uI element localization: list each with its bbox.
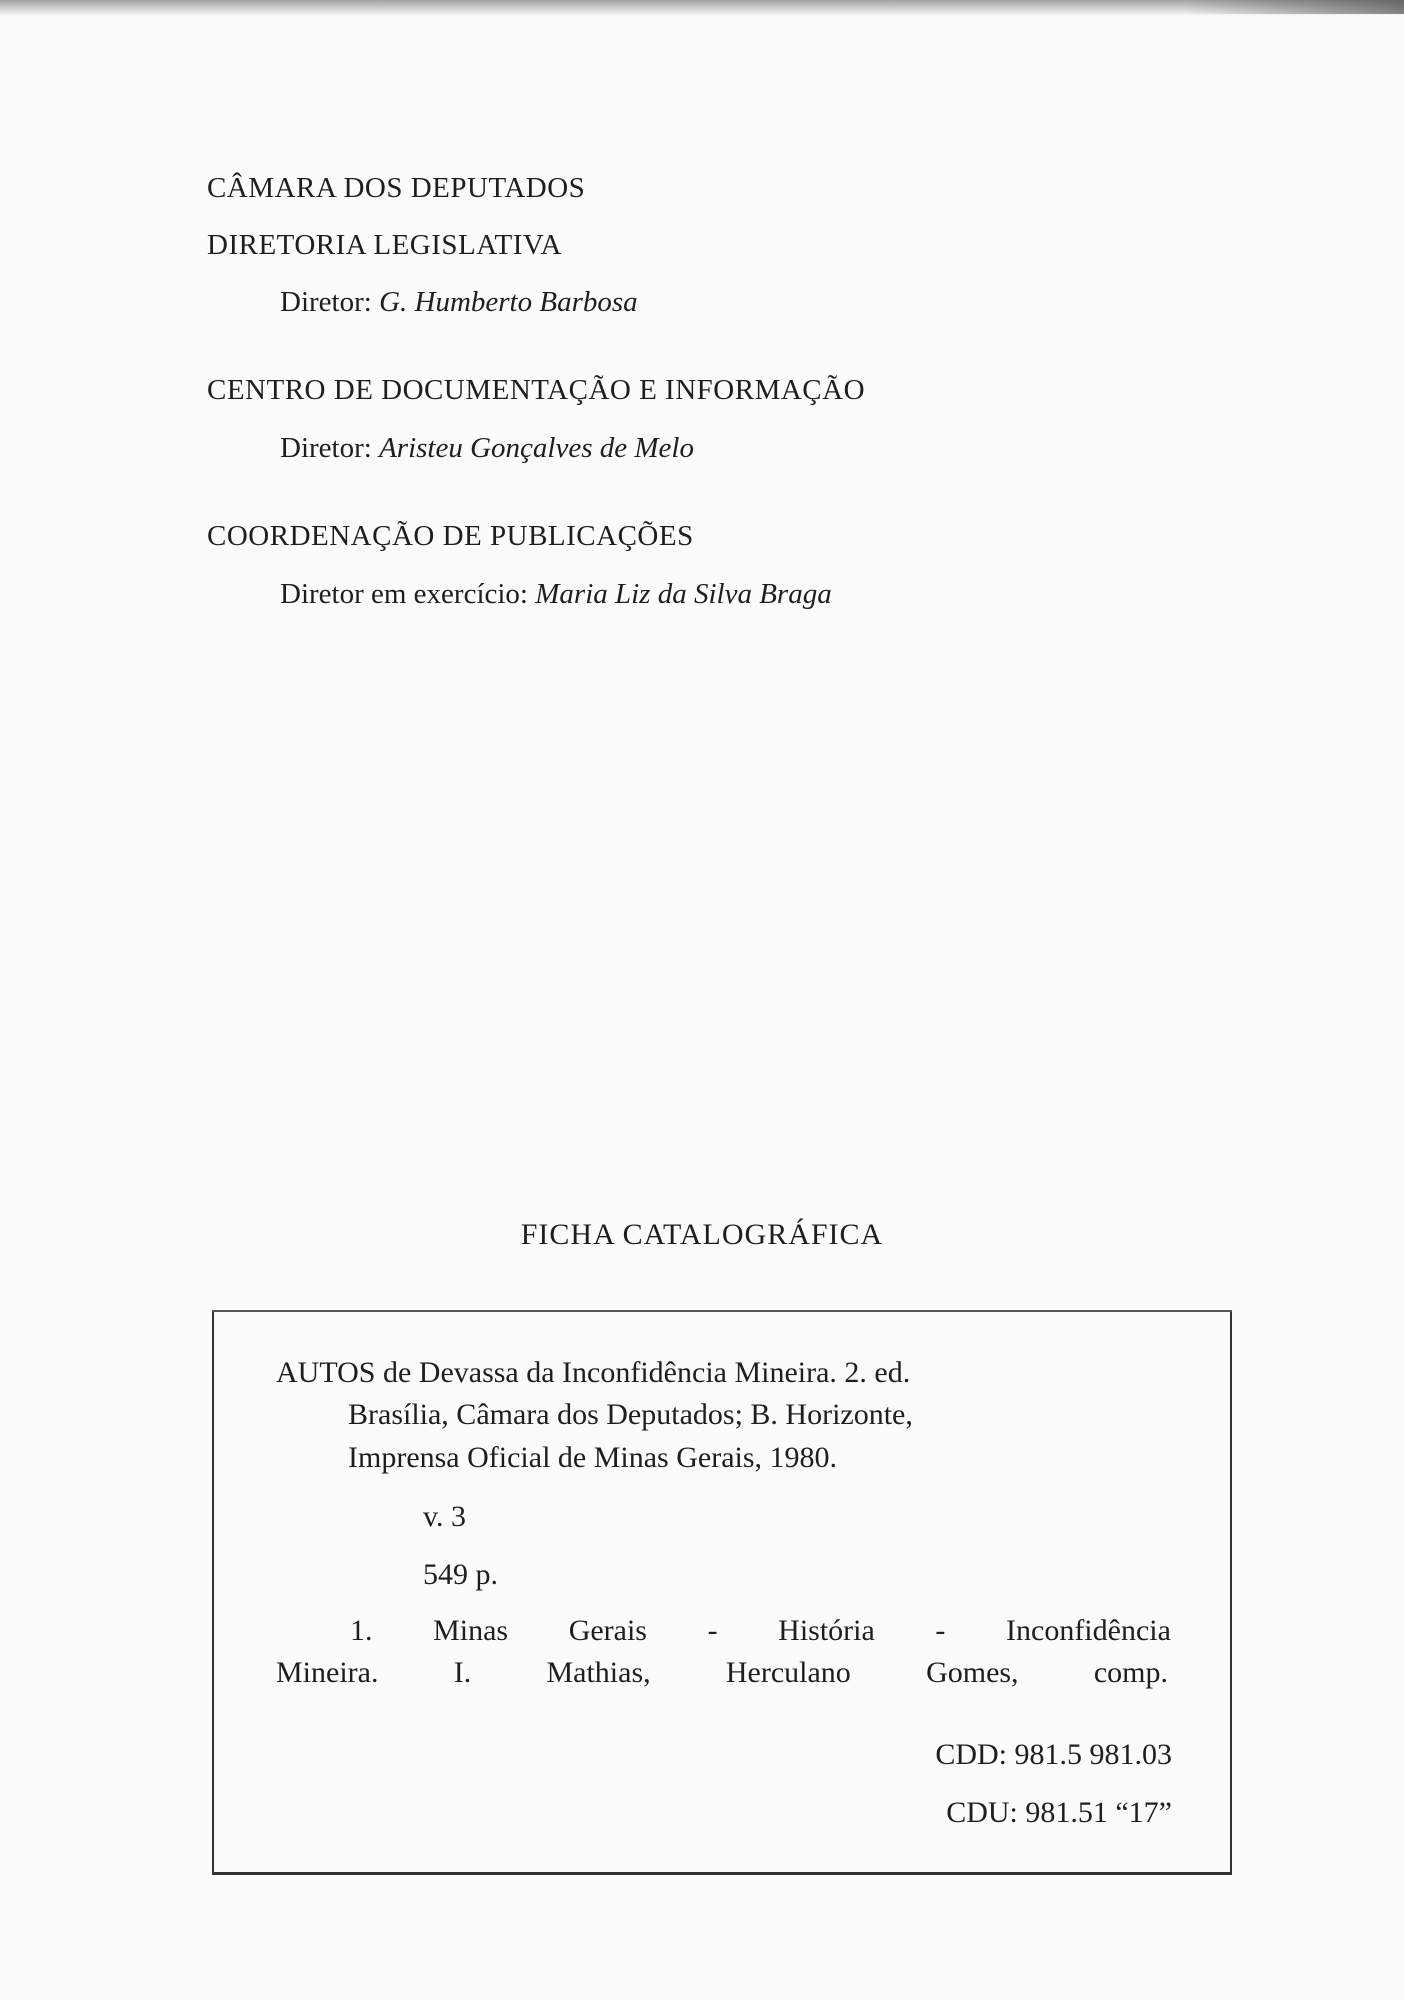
- directorate-director-name: G. Humberto Barbosa: [379, 286, 638, 318]
- coordination-name: COORDENAÇÃO DE PUBLICAÇÕES: [207, 520, 694, 552]
- subject-word: Minas: [433, 1614, 509, 1647]
- subject-word: Inconfidência: [1006, 1614, 1171, 1647]
- subjects-line-2: [276, 1656, 1168, 1690]
- subject-word: História: [778, 1614, 875, 1647]
- card-bottom-rule: [212, 1872, 1232, 1875]
- center-name: CENTRO DE DOCUMENTAÇÃO E INFORMAÇÃO: [207, 374, 866, 406]
- center-director-label: Diretor:: [280, 432, 372, 464]
- directorate-director: [280, 286, 638, 319]
- coordination-director: [280, 578, 832, 611]
- entry-line-3: Imprensa Oficial de Minas Gerais, 1980.: [348, 1441, 838, 1474]
- subject-number: 1.: [350, 1614, 373, 1647]
- catalog-heading: FICHA CATALOGRÁFICA: [520, 1218, 884, 1251]
- catalog-card: [212, 1310, 1232, 1874]
- subject-word: comp.: [1093, 1656, 1168, 1689]
- subject-number: I.: [453, 1656, 472, 1689]
- subject-word: Gerais: [568, 1614, 647, 1647]
- subject-word: Herculano: [725, 1656, 851, 1689]
- subject-word: Gomes,: [926, 1656, 1019, 1689]
- coordination-director-name: Maria Liz da Silva Braga: [535, 578, 832, 610]
- coordination-director-label: Diretor em exercício:: [280, 578, 528, 610]
- card-top-rule: [212, 1310, 1232, 1312]
- entry-line-1: AUTOS de Devassa da Inconfidência Mineira. 2. ed.: [276, 1356, 911, 1389]
- center-director-name: Aristeu Gonçalves de Melo: [379, 432, 694, 464]
- cdu-classification: CDU: 981.51 “17”: [946, 1796, 1172, 1829]
- volume: v. 3: [423, 1500, 467, 1533]
- directorate-name: DIRETORIA LEGISLATIVA: [207, 229, 563, 261]
- subject-separator: -: [707, 1614, 718, 1647]
- page-count: 549 p.: [423, 1558, 498, 1591]
- center-director: [280, 432, 694, 465]
- subject-separator: -: [935, 1614, 946, 1647]
- cdd-classification: CDD: 981.5 981.03: [935, 1738, 1172, 1771]
- chamber-name: CÂMARA DOS DEPUTADOS: [207, 172, 586, 204]
- scan-corner-shadow: [1184, 0, 1404, 14]
- directorate-director-label: Diretor:: [280, 286, 372, 318]
- subject-word: Mineira.: [276, 1656, 379, 1689]
- entry-line-2: Brasília, Câmara dos Deputados; B. Horizonte,: [348, 1398, 913, 1431]
- subject-word: Mathias,: [546, 1656, 651, 1689]
- subjects-line-1: [350, 1614, 1171, 1648]
